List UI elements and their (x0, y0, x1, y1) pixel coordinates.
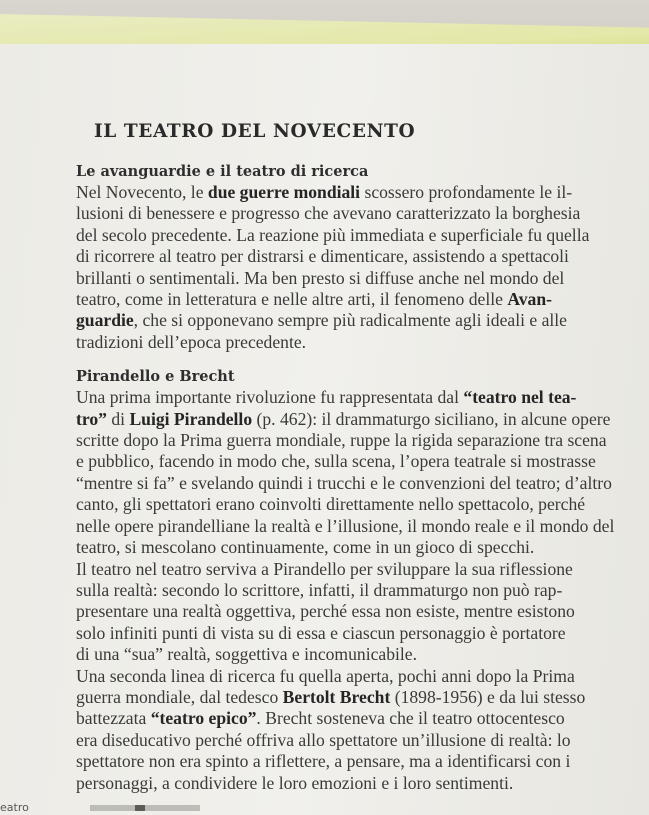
text-line: “mentre si fa” e svelando quindi i trucchi e le convenzioni del teatro; d’altro (76, 472, 612, 493)
bold-term: tro” (76, 408, 107, 429)
bold-term: “teatro epico” (150, 708, 257, 729)
sections-container (72, 162, 630, 794)
bold-term: Avan- (507, 289, 552, 310)
text-line: teatro, come in letteratura e nelle altre arti, il fenomeno delle Avan- (76, 289, 552, 310)
text-line: del secolo precedente. La reazione più immediata e superficiale fu quella (76, 224, 590, 245)
book-page (0, 44, 649, 815)
bold-term: guardie (76, 310, 134, 331)
text-line: Il teatro nel teatro serviva a Pirandello per sviluppare la sua riflessione (76, 558, 573, 579)
text-line: teatro, si mescolano continuamente, come in un gioco di specchi. (76, 537, 535, 558)
text-line: brillanti o sentimentali. Ma ben presto si diffuse anche nel mondo del (76, 267, 565, 288)
text-line: canto, gli spettatori erano coinvolti direttamente nello spettacolo, perché (76, 494, 586, 515)
body-paragraph (76, 182, 630, 353)
text-line: nelle opere pirandelliane la realtà e l’illusione, il mondo reale e il mondo del (76, 515, 615, 536)
text-line: scritte dopo la Prima guerra mondiale, ruppe la rigida separazione tra scena (76, 430, 607, 451)
text-line: presentare una realtà oggettiva, perché essa non esiste, mentre esistono (76, 601, 575, 622)
text-line: spettatore non era spinto a riflettere, a pensare, ma a identificarsi con i (76, 751, 571, 772)
body-paragraph (76, 666, 630, 794)
text-line: guardie, che si opponevano sempre più radicalmente agli ideali e alle (76, 310, 567, 331)
text-line: tro” di Luigi Pirandello (p. 462): il drammaturgo siciliano, in alcune opere (76, 408, 611, 429)
text-line: lusioni di benessere e progresso che avevano caratterizzato la borghesia (76, 203, 581, 224)
footer-text-fragment: eatro (0, 801, 29, 814)
section-heading: Le avanguardie e il teatro di ricerca (76, 163, 369, 180)
text-line: battezzata “teatro epico”. Brecht sosteneva che il teatro ottocentesco (76, 708, 565, 729)
page-content (72, 120, 630, 794)
bold-term: Bertolt Brecht (282, 686, 391, 707)
bold-term: “teatro nel tea- (463, 387, 577, 408)
text-line: Nel Novecento, le due guerre mondiali scossero profondamente le il- (76, 182, 573, 202)
page-title: IL TEATRO DEL NOVECENTO (94, 121, 416, 142)
footer-decoration (90, 805, 200, 811)
text-line: e pubblico, facendo in modo che, sulla scena, l’opera teatrale si mostrasse (76, 451, 596, 472)
text-line: di ricorrere al teatro per distrarsi e dimenticare, assistendo a spettacoli (76, 246, 569, 267)
text-line: era diseducativo perché offriva allo spettatore un’illusione di realtà: lo (76, 729, 571, 750)
text-line: guerra mondiale, dal tedesco Bertolt Brecht (1898-1956) e da lui stesso (76, 686, 586, 707)
body-paragraph (76, 559, 630, 666)
section-heading: Pirandello e Brecht (76, 368, 235, 386)
bold-term: Luigi Pirandello (129, 408, 253, 429)
body-paragraph (76, 387, 630, 558)
section-gap (72, 353, 630, 367)
text-line: tradizioni dell’epoca precedente. (76, 331, 307, 352)
text-line: personaggi, a condividere le loro emozioni e i loro sentimenti. (76, 772, 514, 793)
text-line: sulla realtà: secondo lo scrittore, infatti, il drammaturgo non può rap- (76, 579, 563, 600)
text-line: Una prima importante rivoluzione fu rappresentata dal “teatro nel tea- (76, 387, 577, 408)
text-line: solo infiniti punti di vista su di essa e ciascun personaggio è portatore (76, 622, 566, 643)
bold-term: due guerre mondiali (207, 182, 361, 202)
text-line: di una “sua” realtà, soggettiva e incomunicabile. (76, 644, 417, 665)
text-line: Una seconda linea di ricerca fu quella aperta, pochi anni dopo la Prima (76, 665, 575, 686)
